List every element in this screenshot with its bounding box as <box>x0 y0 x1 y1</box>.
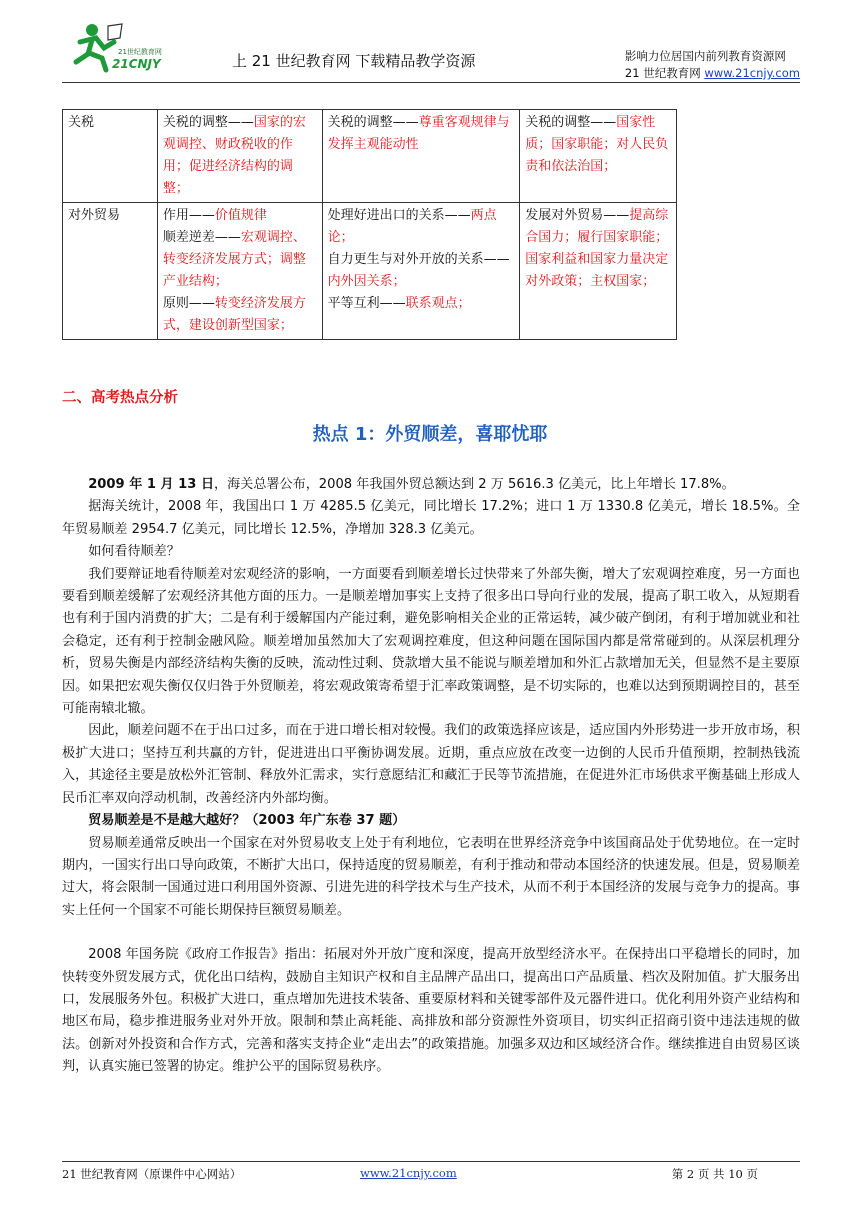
cell-text: 作用—— <box>162 208 215 223</box>
header-divider <box>62 82 800 83</box>
hotspot-title: 热点 1：外贸顺差，喜耶忧耶 <box>312 424 548 445</box>
highlight-text: 价值规律 <box>214 208 267 223</box>
table-cell <box>520 203 677 340</box>
paragraph-3: 如何看待顺差？ <box>88 544 180 560</box>
highlight-text: 尊重客观规律与发挥主观能动性 <box>327 115 510 152</box>
table-cell <box>520 110 677 203</box>
cell-text: 平等互利—— <box>327 296 406 311</box>
paragraph-8: 2008 年国务院《政府工作报告》指出：拓展对外开放广度和深度，提高开放型经济水平。在保持出口平稳增长的同时，加快转变外贸发展方式，优化出口结构，鼓励自主知识产权和自主品牌产品出口，提高出口产品质量、档次及附加值。扩大服务出口，发展服务外包。积极扩大进口，重点增加先进技术装备、重要原材料和关键零部件及元器件进口。优化利用外资产业结构和地区布局，稳步推进服务业对外开放。限制和禁止高耗能、高排放和部分资源性外资项目，切实纠正招商引资中违法违规的做法。创新对外投资和合作方式，完善和落实支持企业“走出去”的政策措施。加强多双边和区域经济合作。继续推进自由贸易区谈判，认真实施已签署的协定。维护公平的国际贸易秩序。 <box>62 947 800 1075</box>
page-header <box>62 20 800 82</box>
article-body <box>62 474 800 1079</box>
highlight-text: 联系观点； <box>405 296 471 311</box>
header-right-prefix: 21 世纪教育网 <box>624 66 705 80</box>
footer-left: 21 世纪教育网（原课件中心网站） <box>62 1167 242 1181</box>
table-row <box>63 203 677 340</box>
site-slogan: 上 21 世纪教育网 下载精品教学资源 <box>232 52 476 70</box>
summary-table <box>62 109 677 340</box>
highlight-text: 两点论； <box>327 208 497 245</box>
cell-text: 顺差逆差—— <box>162 230 241 245</box>
row-label: 关税 <box>63 110 158 203</box>
table-cell <box>157 203 322 340</box>
footer-link[interactable]: www.21cnjy.com <box>360 1166 457 1180</box>
header-site-link[interactable]: www.21cnjy.com <box>704 66 800 80</box>
cell-text: 原则—— <box>162 296 215 311</box>
paragraph-4: 我们要辩证地看待顺差对宏观经济的影响，一方面要看到顺差增长过快带来了外部失衡，增大了宏观调控难度，另一方面也要看到顺差缓解了宏观经济其他方面的压力。一是顺差增加事实上支持了很多出口导向行业的发展，提高了职工收入，从短期看也有利于国内消费的扩大；二是有利于缓解国内产能过剩，避免影响相关企业的正常运转，减少破产倒闭，有利于增加就业和社会稳定，还有利于控制金融风险。顺差增加虽然加大了宏观调控难度，但这种问题在国际国内都是常常碰到的。从深层机理分析，贸易失衡是内部经济结构失衡的反映，流动性过剩、贷款增大虽不能说与顺差增加和外汇占款增加无关，但显然不是主要原因。如果把宏观失衡仅仅归咎于外贸顺差，将宏观政策寄希望于汇率政策调整，是不切实际的，也难以达到预期调控目的，甚至可能南辕北辙。 <box>62 566 800 717</box>
paragraph-5: 因此，顺差问题不在于出口过多，而在于进口增长相对较慢。我们的政策选择应该是，适应国内外形势进一步开放市场，积极扩大进口；坚持互利共赢的方针，促进进出口平衡协调发展。近期，重点应放在改变一边倒的人民币升值预期，控制热钱流入，其途径主要是放松外汇管制、释放外汇需求，实行意愿结汇和藏汇于民等节流措施，在促进外汇市场供求平衡基础上形成人民币汇率双向浮动机制，改善经济内外部均衡。 <box>62 723 800 806</box>
cell-text: 关税的调整—— <box>525 115 617 130</box>
row-label: 对外贸易 <box>63 203 158 340</box>
cell-text: 自力更生与对外开放的关系—— <box>327 252 510 267</box>
cell-text: 关税的调整—— <box>162 115 254 130</box>
paragraph-1 <box>62 474 800 496</box>
highlight-text: 转变经济发展方式，建设创新型国家； <box>162 296 306 333</box>
highlight-text: 国家的宏观调控、财政税收的作用；促进经济结构的调整； <box>162 115 306 196</box>
header-right <box>625 48 800 82</box>
table-row <box>63 110 677 203</box>
paragraph-6 <box>62 810 800 832</box>
date-bold: 2009 年 1 月 13 日 <box>88 477 215 492</box>
cell-text: 发展对外贸易—— <box>525 208 630 223</box>
header-right-line1: 影响力位居国内前列教育资源网 <box>624 49 786 63</box>
cell-text: 处理好进出口的关系—— <box>327 208 471 223</box>
question-bold: 贸易顺差是不是越大越好？（2003 年广东卷 37 题） <box>88 813 406 829</box>
footer-divider <box>62 1161 800 1162</box>
table-cell <box>157 110 322 203</box>
table-cell <box>322 110 520 203</box>
highlight-text: 提高综合国力；履行国家职能；国家利益和国家力量决定对外政策；主权国家； <box>525 208 669 289</box>
section-title: 二、高考热点分析 <box>62 390 178 406</box>
paragraph-7: 贸易顺差通常反映出一个国家在对外贸易收支上处于有利地位，它表明在世界经济竞争中该国商品处于优势地位。在一定时期内，一国实行出口导向政策，不断扩大出口，保持适度的贸易顺差，有利于推动和带动本国经济的快速发展。但是，贸易顺差过大，将会限制一国通过进口利用国外资源、引进先进的科学技术与生产技术，从而不利于本国经济的发展与竞争力的提高。事实上任何一个国家不可能长期保持巨额贸易顺差。 <box>62 835 800 918</box>
page-number: 第 2 页 共 10 页 <box>671 1167 758 1181</box>
highlight-text: 国家性质；国家职能；对人民负责和依法治国； <box>525 115 669 174</box>
highlight-text: 宏观调控、转变经济发展方式；调整产业结构； <box>162 230 306 289</box>
site-logo[interactable] <box>62 20 182 78</box>
table-cell <box>322 203 520 340</box>
cell-text: 关税的调整—— <box>327 115 419 130</box>
header-right-line2 <box>625 65 800 82</box>
logo-text-top: 21世纪教育网 <box>118 48 162 56</box>
logo-text-bottom: 21CNJY <box>112 57 161 71</box>
runner-logo-icon <box>62 20 182 78</box>
highlight-text: 内外因关系； <box>327 274 406 289</box>
paragraph-1-text: ，海关总署公布，2008 年我国外贸总额达到 2 万 5616.3 亿美元，比上年增长 17.8%。 <box>214 477 735 492</box>
paragraph-2: 据海关统计，2008 年，我国出口 1 万 4285.5 亿美元，同比增长 17.2%；进口 1 万 1330.8 亿美元，增长 18.5%。全年贸易顺差 2954.7 亿美元，同比增长 12.5%，净增加 328.3 亿美元。 <box>62 499 800 537</box>
